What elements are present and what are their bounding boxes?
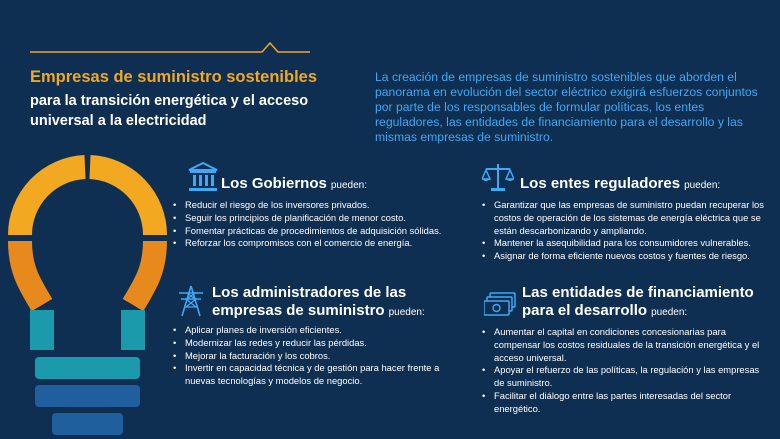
financiamiento-list	[482, 326, 770, 416]
list-item: • Mantener la asequibilidad para los consumidores vulnerables.	[482, 237, 774, 250]
administradores-list	[173, 324, 473, 388]
page-title: Empresas de suministro sostenibles	[30, 68, 318, 86]
list-item: • Mejorar la facturación y los cobros.	[173, 350, 473, 363]
reguladores-list	[482, 199, 774, 263]
reguladores-can: pueden:	[684, 180, 721, 191]
list-item: • Invertir en capacidad técnica y de gestión para hacer frente a nuevas tecnologías y modelos de negocio.	[173, 362, 445, 388]
list-item: • Apoyar el refuerzo de las políticas, la regulación y las empresas de suministro.	[482, 364, 770, 390]
list-item: • Fomentar prácticas de procedimientos de adquisición sólidas.	[173, 225, 473, 238]
section-gobiernos	[173, 158, 473, 250]
list-item: • Modernizar las redes y reducir las pérdidas.	[173, 337, 473, 350]
page-subtitle: para la transición energética y el acceso universal a la electricidad	[30, 93, 309, 129]
section-financiamiento	[482, 283, 774, 416]
list-item: • Asignar de forma eficiente nuevos costos y fuentes de riesgo.	[482, 250, 774, 263]
lightbulb-icon	[0, 145, 175, 439]
section-reguladores	[482, 158, 774, 263]
list-item: • Reducir el riesgo de los inversores privados.	[173, 199, 473, 212]
list-item: • Seguir los principios de planificación de menor costo.	[173, 212, 473, 225]
administradores-can: pueden:	[388, 307, 425, 318]
section-administradores	[173, 283, 473, 388]
financiamiento-title: Las entidades de financiamiento para el desarrollo	[522, 284, 754, 319]
intro-paragraph: La creación de empresas de suministro sostenibles que aborden el panorama en evolución del sector eléctrico exigirá esfuerzos conjuntos por parte de los responsables de formular políticas, los entes reguladores, las entidades de financiamiento para el desarrollo y las mismas empresas de suministro.	[375, 70, 758, 144]
reguladores-title: Los entes reguladores	[520, 175, 681, 192]
list-item: • Garantizar que las empresas de suministro puedan recuperar los costos de operación de los sistemas de energía eléctrica que se están descarbonizando y ampliando.	[482, 199, 774, 237]
administradores-title: Los administradores de las empresas de suministro	[212, 284, 407, 319]
list-item: • Reforzar los compromisos con el comercio de energía.	[173, 237, 473, 250]
list-item: • Aplicar planes de inversión eficientes.	[173, 324, 473, 337]
gobiernos-title: Los Gobiernos	[221, 175, 327, 192]
financiamiento-can: pueden:	[651, 307, 688, 318]
gobiernos-can: pueden:	[330, 180, 367, 191]
gobiernos-list	[173, 199, 473, 250]
pulse-line-decoration	[30, 40, 310, 58]
list-item: • Facilitar el diálogo entre las partes interesadas del sector energético.	[482, 390, 770, 416]
list-item: • Aumentar el capital en condiciones concesionarias para compensar los costos residuales de la transición energética y el acceso universal.	[482, 326, 770, 364]
